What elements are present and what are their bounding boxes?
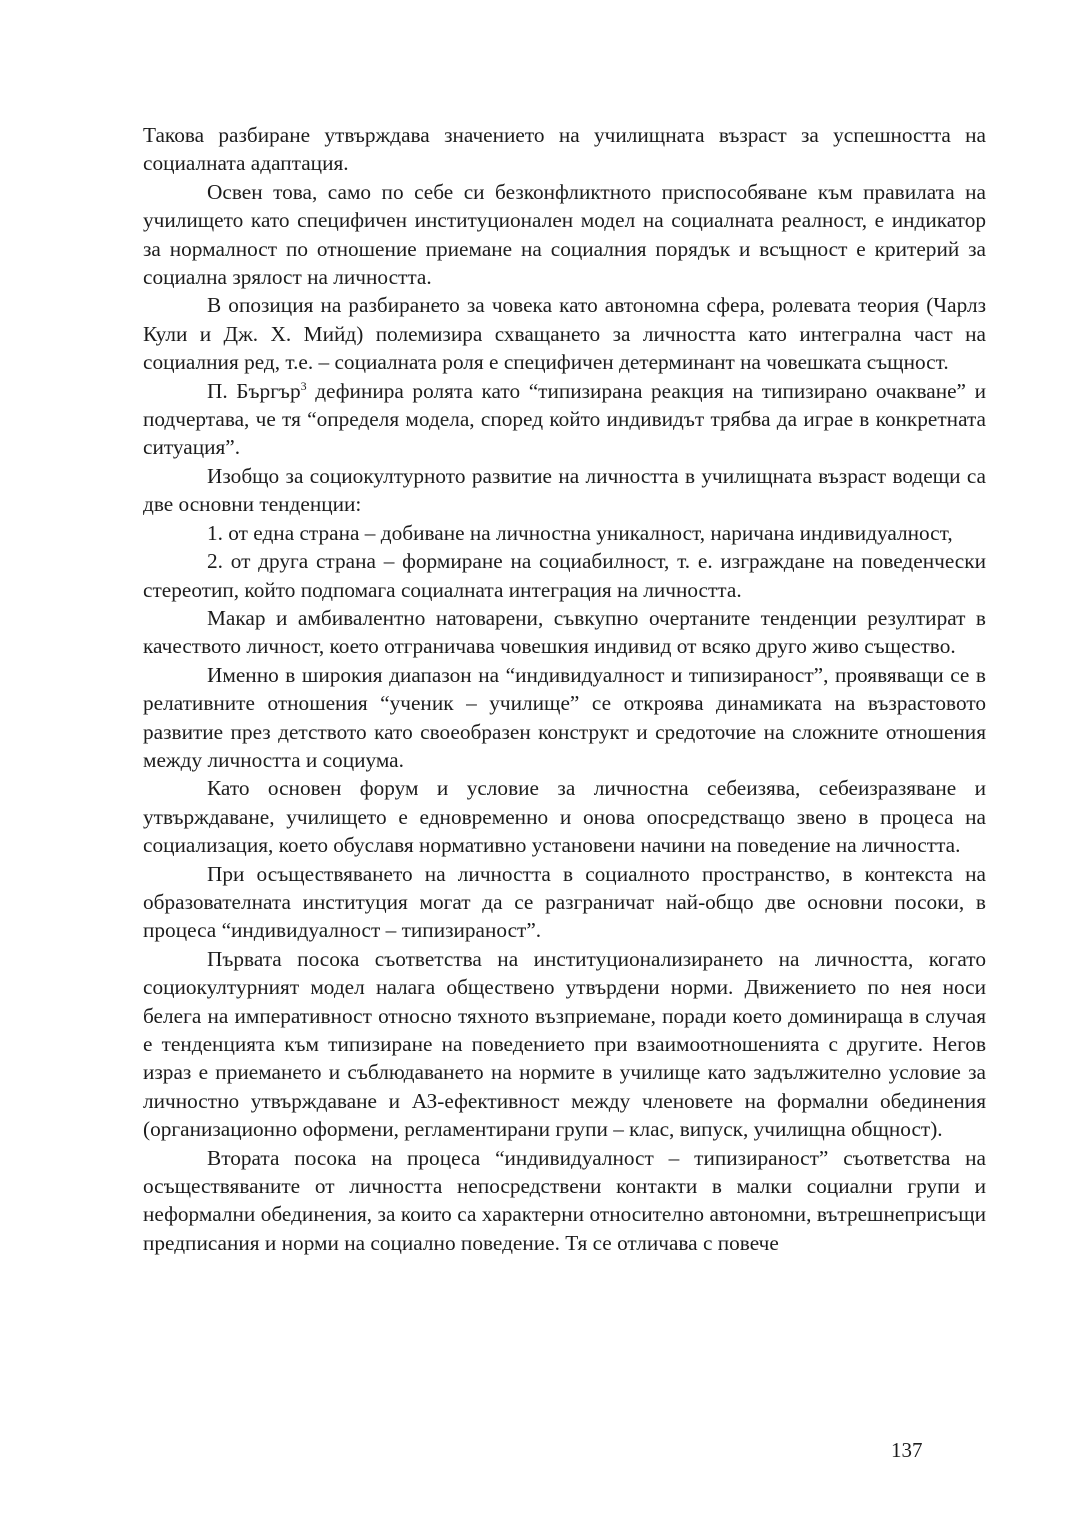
body-text	[143, 121, 986, 1257]
paragraph-4-start: П. Бъргър	[207, 378, 301, 403]
paragraph-8: Като основен форум и условие за личностна себеизява, себеизразяване и утвърждаване, училището е едновременно и онова опосредстващо звено в процеса на социализация, което обуславя нормативно установени начини на поведение на личността.	[143, 776, 986, 858]
list-item-1: 1. от една страна – добиване на личностна уникалност, наричана индивидуалност,	[207, 520, 953, 545]
paragraph-7: Именно в широкия диапазон на “индивидуалност и типизираност”, проявяващи се в релативните отношения “ученик – училище” се откроява динамиката на възрастовото развитие през детството като своеобразен конструкт и средоточие на сложните отношения между личността и социума.	[143, 662, 986, 772]
page-number: 137	[891, 1438, 923, 1462]
paragraph-4-end: дефинира ролята като “типизирана реакция на типизирано очакване” и подчертава, че тя “определя модела, според който индивидът трябва да играе в конкретната ситуация”.	[143, 378, 986, 460]
paragraph-2: Освен това, само по себе си безконфликтното приспособяване към правилата на училището като специфичен институционален модел на социалната реалност, е индикатор за нормалност по отношение приемане на социалния порядък и всъщност е критерий за социална зрялост на личността.	[143, 179, 986, 290]
paragraph-9: При осъществяването на личността в социалното пространство, в контекста на образователната институция могат да се разграничат най-общо две основни посоки, в процеса “индивидуалност – типизираност”.	[143, 861, 986, 943]
list-item-2: 2. от друга страна – формиране на социабилност, т. е. изграждане на поведенчески стереотип, който подпомага социалната интеграция на личността.	[143, 549, 986, 602]
paragraph-6: Макар и амбивалентно натоварени, съвкупно очертаните тенденции резултират в качеството личност, което отграничава човешкия индивид от всяко друго живо същество.	[143, 605, 986, 659]
paragraph-4	[143, 377, 986, 462]
paragraph-3: В опозиция на разбирането за човека като автономна сфера, ролевата теория (Чарлз Кули и Дж. Х. Мийд) полемизира схващането за личността като интегрална част на социалния ред, т.е. – социалната роля е специфичен детерминант на човешката същност.	[143, 293, 986, 375]
paragraph-5: Изобщо за социокултурното развитие на личността в училищната възраст водещи са две основни тенденции:	[143, 463, 986, 517]
paragraph-10: Първата посока съответства на институционализирането на личността, когато социокултурният модел налага обществено утвърдени норми. Движението по нея носи белега на императивност относно тяхното възприемане, поради което доминираща в случая е тенденцията към типизиране на поведението при взаимоотношенията с другите. Негов израз е приемането и съблюдаването на нормите в училище като задължително условие за личностно утвърждаване и АЗ-ефективност между членовете на формални обединения (организационно оформени, регламентирани групи – клас, випуск, училищна общност).	[143, 946, 986, 1142]
footnote-marker: 3	[300, 378, 307, 393]
paragraph-11: Втората посока на процеса “индивидуалност – типизираност” съответства на осъществяваните от личността непосредствени контакти в малки социални групи и неформални обединения, за които са характерни относително автономни, вътрешнеприсъщи предписания и норми на социално поведение. Тя се отличава с повече	[143, 1145, 986, 1255]
paragraph-1: Такова разбиране утвърждава значението на училищната възраст за успешността на социалната адаптация.	[143, 123, 986, 176]
